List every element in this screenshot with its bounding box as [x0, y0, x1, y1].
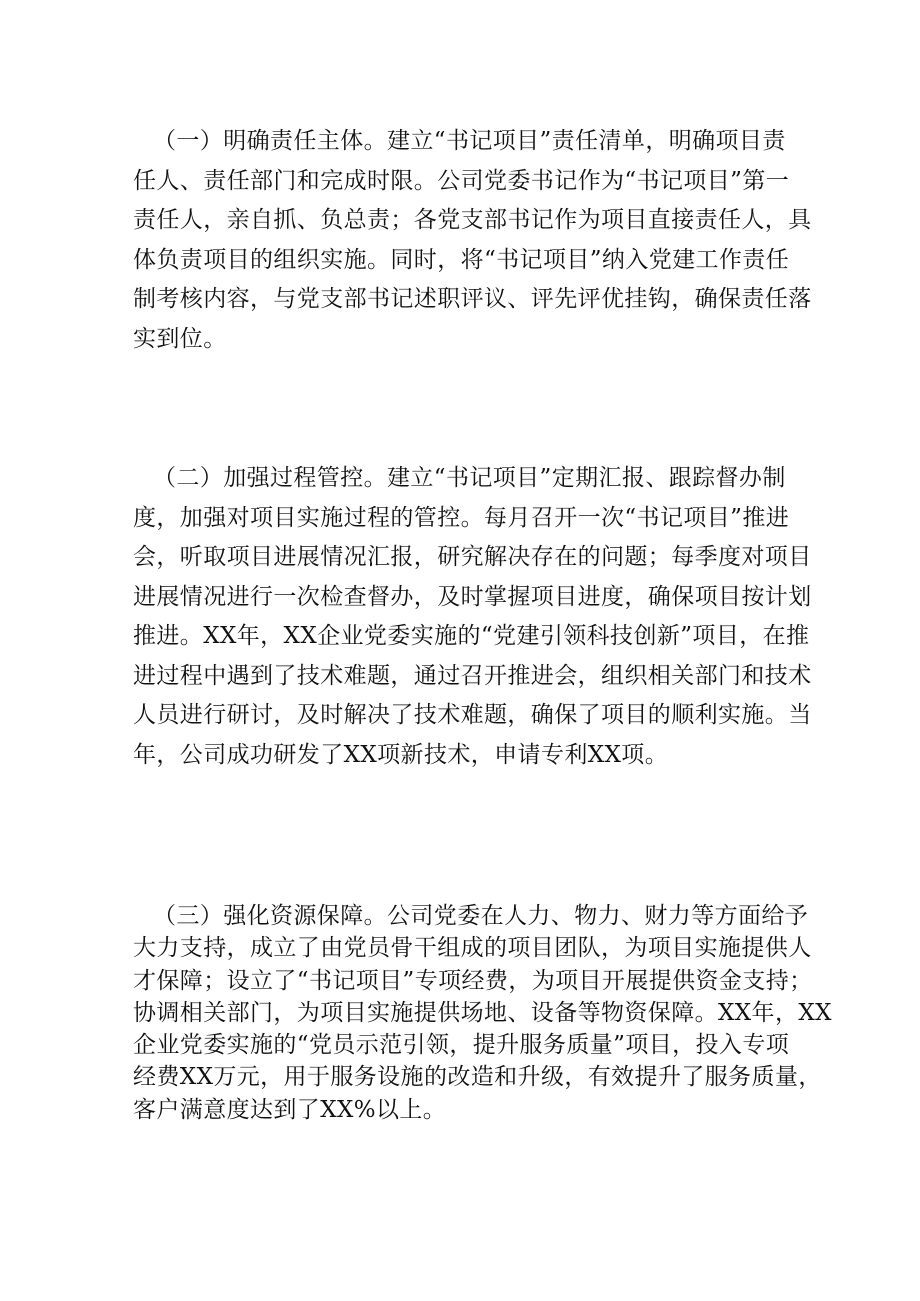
paragraph-line: 年，公司成功研发了XX项新技术，申请专利XX项。	[133, 741, 669, 768]
paragraph-line: 人员进行研讨，及时解决了技术难题，确保了项目的顺利实施。当	[133, 702, 812, 728]
paragraph-line: 企业党委实施的“党员示范引领，提升服务质量”项目，投入专项	[133, 1032, 790, 1059]
paragraph-responsibility	[133, 122, 812, 359]
paragraph-line: 实到位。	[133, 325, 227, 352]
paragraph-process-control	[133, 459, 812, 775]
paragraph-line: 协调相关部门，为项目实施提供场地、设备等物资保障。XX年，XX	[133, 999, 832, 1026]
paragraph-line: 任人、责任部门和完成时限。公司党委书记作为“书记项目”第一	[133, 167, 790, 194]
paragraph-line: 度，加强对项目实施过程的管控。每月召开一次“书记项目”推进	[133, 504, 790, 531]
paragraph-line: 进过程中遇到了技术难题，通过召开推进会，组织相关部门和技术	[133, 662, 812, 689]
paragraph-line: （一）明确责任主体。建立“书记项目”责任清单，明确项目责	[153, 128, 786, 154]
paragraph-line: 经费XX万元，用于服务设施的改造和升级，有效提升了服务质量，	[133, 1064, 822, 1091]
paragraph-line: 责任人，亲自抓、负总责；各党支部书记作为项目直接责任人，具	[133, 207, 812, 233]
paragraph-line: 客户满意度达到了XX%以上。	[133, 1096, 447, 1123]
paragraph-line: 制考核内容，与党支部书记述职评议、评先评优挂钩，确保责任落	[133, 286, 812, 312]
paragraph-line: （三）强化资源保障。公司党委在人力、物力、财力等方面给予	[153, 903, 809, 929]
paragraph-line: 才保障；设立了“书记项目”专项经费，为项目开展提供资金支持；	[133, 967, 813, 994]
paragraph-line: （二）加强过程管控。建立“书记项目”定期汇报、跟踪督办制	[153, 465, 786, 491]
paragraph-line: 体负责项目的组织实施。同时，将“书记项目”纳入党建工作责任	[133, 246, 790, 273]
paragraph-line: 推进。XX年，XX企业党委实施的“党建引领科技创新”项目，在推	[133, 623, 810, 649]
paragraph-line: 大力支持，成立了由党员骨干组成的项目团队，为项目实施提供人	[133, 935, 812, 962]
paragraph-line: 会，听取项目进展情况汇报，研究解决存在的问题；每季度对项目	[133, 544, 812, 570]
paragraph-line: 进展情况进行一次检查督办，及时掌握项目进度，确保项目按计划	[133, 583, 812, 610]
paragraph-resource-support	[133, 900, 832, 1126]
